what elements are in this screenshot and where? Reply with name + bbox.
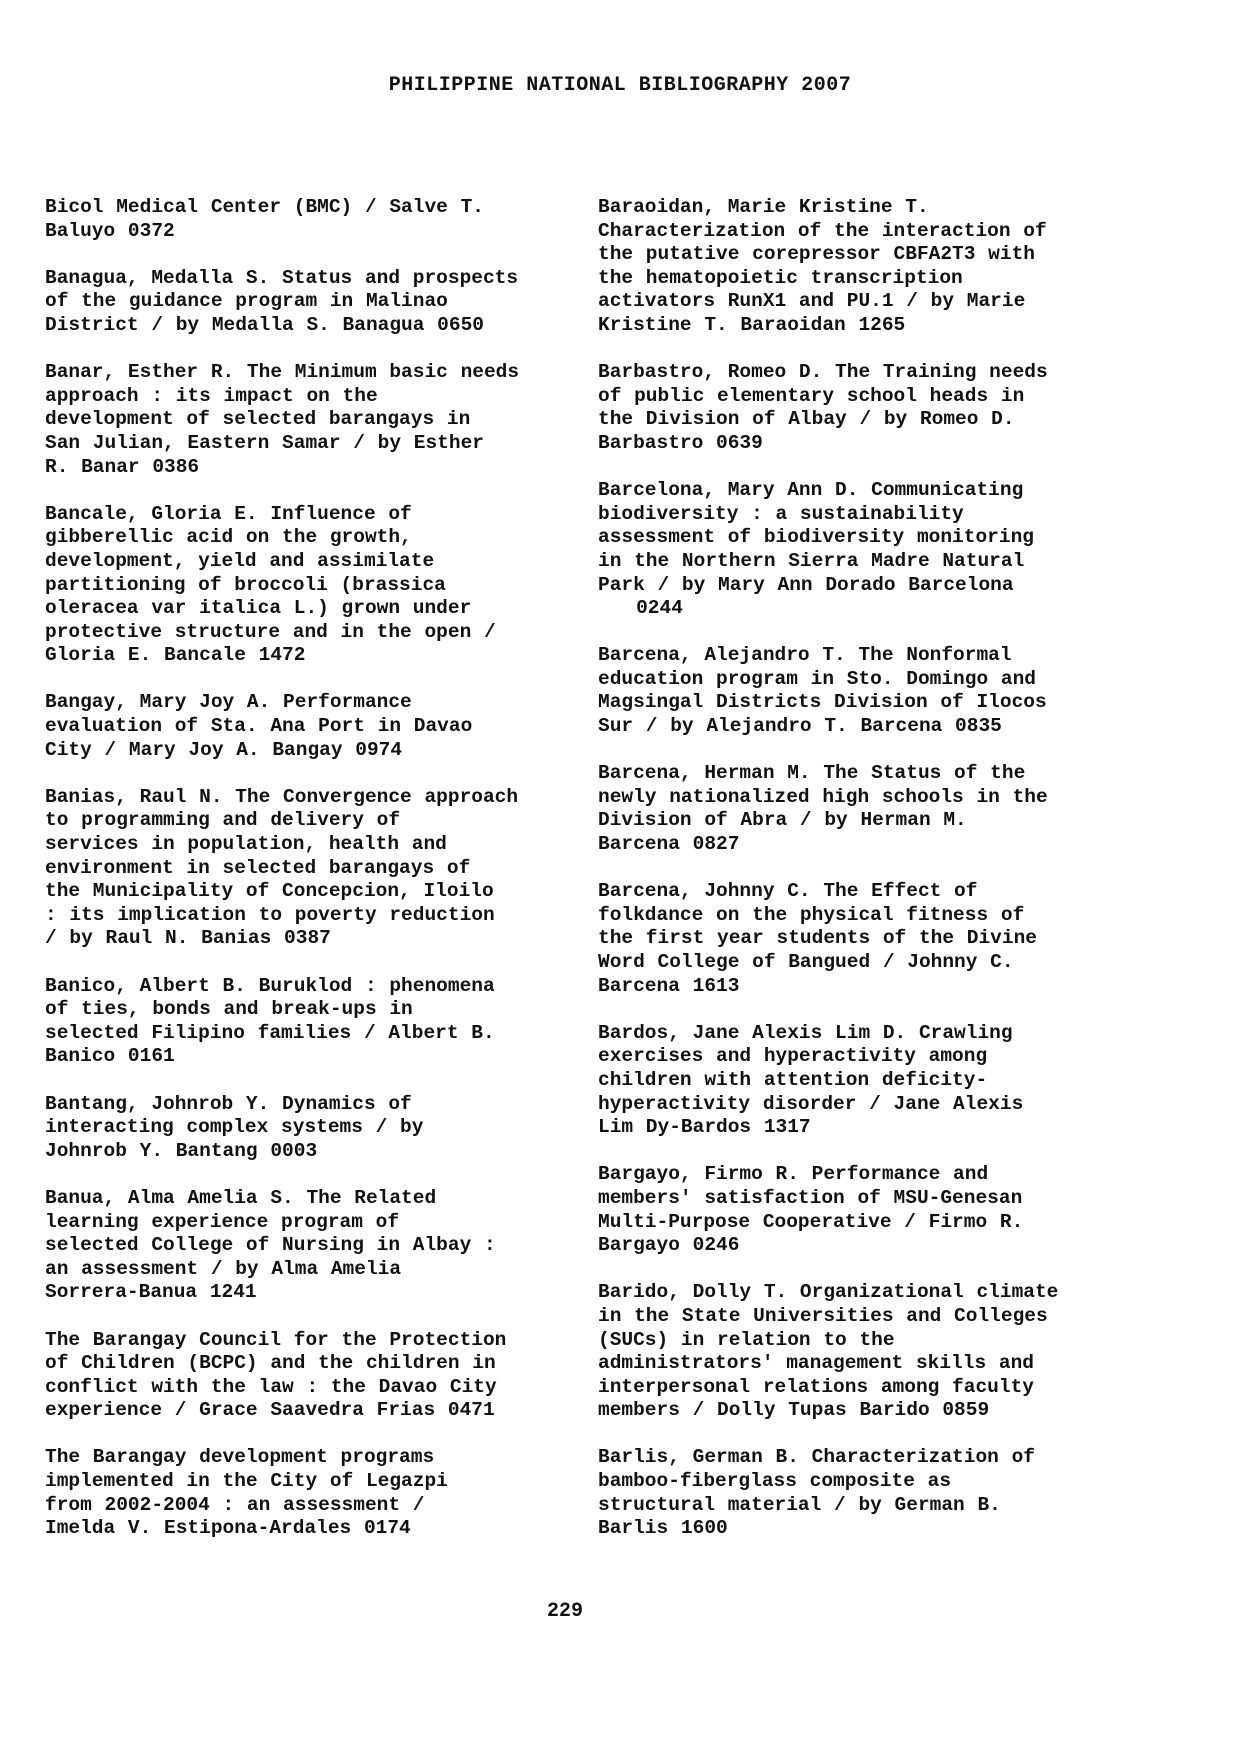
bibliography-entry bbox=[45, 786, 570, 951]
entry-line: Lim Dy-Bardos 1317 bbox=[598, 1116, 811, 1139]
bibliography-entry bbox=[45, 503, 570, 668]
bibliography-entry bbox=[598, 1022, 1123, 1140]
entry-line: activators RunX1 and PU.1 / by Marie bbox=[598, 290, 1026, 313]
entry-line: Barlis, German B. Characterization of bbox=[598, 1446, 1035, 1469]
bibliography-entry bbox=[598, 1446, 1123, 1540]
entry-line: Barido, Dolly T. Organizational climate bbox=[598, 1281, 1059, 1304]
entry-line: Banico, Albert B. Buruklod : phenomena bbox=[45, 974, 495, 997]
page-number: 229 bbox=[546, 1600, 583, 1623]
entry-line: San Julian, Eastern Samar / by Esther bbox=[45, 431, 484, 454]
bibliography-entry bbox=[598, 1281, 1123, 1423]
bibliography-entry bbox=[45, 361, 570, 479]
entry-line: selected Filipino families / Albert B. bbox=[45, 1021, 495, 1044]
entry-line: Imelda V. Estipona-Ardales 0174 bbox=[45, 1517, 411, 1540]
left-column bbox=[45, 196, 570, 1564]
bibliography-entry bbox=[45, 1187, 570, 1305]
entry-line: in the Northern Sierra Madre Natural bbox=[598, 549, 1025, 572]
entry-line: Word College of Bangued / Johnny C. bbox=[598, 951, 1014, 973]
entry-line: District / by Medalla S. Banagua 0650 bbox=[45, 313, 484, 336]
entry-line: R. Banar 0386 bbox=[45, 455, 200, 478]
entry-line: Barbastro, Romeo D. The Training needs bbox=[598, 361, 1048, 384]
entry-line: Barlis 1600 bbox=[598, 1517, 728, 1540]
entry-line: children with attention deficity- bbox=[598, 1068, 988, 1091]
entry-line: Bargayo 0246 bbox=[598, 1234, 740, 1257]
entry-line: the putative corepressor CBFA2T3 with bbox=[598, 243, 1035, 266]
bibliography-entry bbox=[598, 1163, 1123, 1257]
bibliography-entry bbox=[45, 196, 570, 243]
entry-line: Barcena, Johnny C. The Effect of bbox=[598, 880, 978, 903]
bibliography-entry bbox=[598, 880, 1123, 998]
entry-line: City / Mary Joy A. Bangay 0974 bbox=[45, 738, 403, 761]
entry-line: Baluyo 0372 bbox=[45, 219, 175, 242]
bibliography-entry bbox=[45, 267, 570, 338]
entry-line: education program in Sto. Domingo and bbox=[598, 667, 1036, 690]
entry-line: Gloria E. Bancale 1472 bbox=[45, 644, 306, 667]
entry-line: the Municipality of Concepcion, Iloilo bbox=[45, 880, 494, 903]
entry-line: the Division of Albay / by Romeo D. bbox=[598, 408, 1015, 431]
entry-line: Bantang, Johnrob Y. Dynamics of bbox=[45, 1092, 412, 1115]
entry-line: conflict with the law : the Davao City bbox=[45, 1375, 497, 1398]
page-header-title: PHILIPPINE NATIONAL BIBLIOGRAPHY 2007 bbox=[388, 74, 852, 97]
bibliography-entry bbox=[45, 691, 570, 762]
entry-line: experience / Grace Saavedra Frias 0471 bbox=[45, 1399, 495, 1422]
bibliography-entry bbox=[598, 361, 1123, 455]
entry-line: Park / by Mary Ann Dorado Barcelona bbox=[598, 573, 1014, 596]
entry-line: the first year students of the Divine bbox=[598, 927, 1037, 950]
entry-line: / by Raul N. Banias 0387 bbox=[45, 927, 331, 950]
entry-line: evaluation of Sta. Ana Port in Davao bbox=[45, 715, 473, 738]
bibliography-entry bbox=[45, 975, 570, 1069]
entry-line: administrators' management skills and bbox=[598, 1352, 1034, 1375]
entry-line: exercises and hyperactivity among bbox=[598, 1045, 988, 1068]
bibliography-entry bbox=[45, 1446, 570, 1540]
entry-line: Bangay, Mary Joy A. Performance bbox=[45, 691, 412, 714]
entry-line: Johnrob Y. Bantang 0003 bbox=[45, 1139, 318, 1162]
entry-line: services in population, health and bbox=[45, 833, 447, 856]
right-column bbox=[598, 196, 1123, 1564]
entry-line: Barcena, Herman M. The Status of the bbox=[598, 762, 1026, 785]
entry-line: Barcena, Alejandro T. The Nonformal bbox=[598, 644, 1012, 667]
bibliography-entry bbox=[598, 762, 1123, 856]
bibliography-entry bbox=[45, 1329, 570, 1423]
bibliography-entry bbox=[598, 196, 1123, 338]
entry-line: hyperactivity disorder / Jane Alexis bbox=[598, 1092, 1024, 1115]
entry-line: newly nationalized high schools in the bbox=[598, 785, 1048, 808]
entry-line: Banar, Esther R. The Minimum basic needs bbox=[45, 361, 520, 384]
entry-line: in the State Universities and Colleges bbox=[598, 1304, 1048, 1327]
entry-line: Division of Abra / by Herman M. bbox=[598, 809, 967, 832]
entry-line: selected College of Nursing in Albay : bbox=[45, 1234, 496, 1257]
entry-line: Banias, Raul N. The Convergence approach bbox=[45, 785, 519, 808]
entry-line: gibberellic acid on the growth, bbox=[45, 526, 412, 549]
entry-line: learning experience program of bbox=[45, 1210, 400, 1233]
entry-line: environment in selected barangays of bbox=[45, 856, 471, 879]
entry-line: Barcelona, Mary Ann D. Communicating bbox=[598, 479, 1024, 502]
entry-line: Bancale, Gloria E. Influence of bbox=[45, 502, 412, 525]
entry-line: an assessment / by Alma Amelia bbox=[45, 1257, 402, 1280]
entry-line: Banico 0161 bbox=[45, 1045, 175, 1068]
entry-line: 0244 bbox=[598, 597, 683, 620]
entry-line: of Children (BCPC) and the children in bbox=[45, 1352, 496, 1375]
entry-line: members / Dolly Tupas Barido 0859 bbox=[598, 1399, 990, 1422]
entry-line: The Barangay development programs bbox=[45, 1446, 435, 1469]
entry-line: partitioning of broccoli (brassica bbox=[45, 573, 446, 596]
entry-line: : its implication to poverty reduction bbox=[45, 903, 495, 926]
entry-line: of ties, bonds and break-ups in bbox=[45, 998, 413, 1021]
entry-line: of public elementary school heads in bbox=[598, 384, 1025, 407]
entry-line: Characterization of the interaction of bbox=[598, 219, 1047, 242]
entry-line: structural material / by German B. bbox=[598, 1493, 1001, 1516]
entry-line: protective structure and in the open / bbox=[45, 620, 496, 643]
entry-line: Baraoidan, Marie Kristine T. bbox=[598, 196, 929, 218]
entry-line: Kristine T. Baraoidan 1265 bbox=[598, 313, 906, 336]
entry-line: Sorrera-Banua 1241 bbox=[45, 1281, 257, 1304]
entry-line: bamboo-fiberglass composite as bbox=[598, 1470, 952, 1493]
bibliography-entry bbox=[45, 1093, 570, 1164]
entry-line: members' satisfaction of MSU-Genesan bbox=[598, 1186, 1023, 1209]
entry-line: Bardos, Jane Alexis Lim D. Crawling bbox=[598, 1021, 1013, 1044]
entry-line: interacting complex systems / by bbox=[45, 1116, 424, 1139]
entry-line: Sur / by Alejandro T. Barcena 0835 bbox=[598, 715, 1002, 738]
entry-line: Barcena 1613 bbox=[598, 974, 740, 997]
entry-line: Barbastro 0639 bbox=[598, 431, 763, 454]
entry-line: Barcena 0827 bbox=[598, 833, 740, 856]
entry-line: Banagua, Medalla S. Status and prospects bbox=[45, 266, 519, 289]
entry-line: (SUCs) in relation to the bbox=[598, 1328, 895, 1351]
entry-line: Banua, Alma Amelia S. The Related bbox=[45, 1186, 437, 1209]
entry-line: biodiversity : a sustainability bbox=[598, 502, 964, 525]
entry-line: Bargayo, Firmo R. Performance and bbox=[598, 1163, 989, 1186]
entry-line: Multi-Purpose Cooperative / Firmo R. bbox=[598, 1210, 1024, 1233]
entry-line: to programming and delivery of bbox=[45, 809, 401, 832]
entry-line: assessment of biodiversity monitoring bbox=[598, 526, 1034, 549]
bibliography-entry bbox=[598, 479, 1123, 621]
entry-line: oleracea var italica L.) grown under bbox=[45, 597, 472, 620]
entry-line: Bicol Medical Center (BMC) / Salve T. bbox=[45, 196, 484, 218]
bibliography-entry bbox=[598, 644, 1123, 738]
entry-line: development, yield and assimilate bbox=[45, 549, 435, 572]
entry-line: the hematopoietic transcription bbox=[598, 266, 963, 289]
entry-line: of the guidance program in Malinao bbox=[45, 290, 448, 313]
entry-line: Magsingal Districts Division of Ilocos bbox=[598, 691, 1047, 714]
entry-line: development of selected barangays in bbox=[45, 408, 471, 431]
entry-line: approach : its impact on the bbox=[45, 384, 378, 407]
entry-line: The Barangay Council for the Protection bbox=[45, 1328, 507, 1351]
entry-line: from 2002-2004 : an assessment / bbox=[45, 1493, 425, 1516]
entry-line: folkdance on the physical fitness of bbox=[598, 903, 1025, 926]
entry-line: interpersonal relations among faculty bbox=[598, 1375, 1034, 1398]
entry-line: implemented in the City of Legazpi bbox=[45, 1470, 448, 1493]
